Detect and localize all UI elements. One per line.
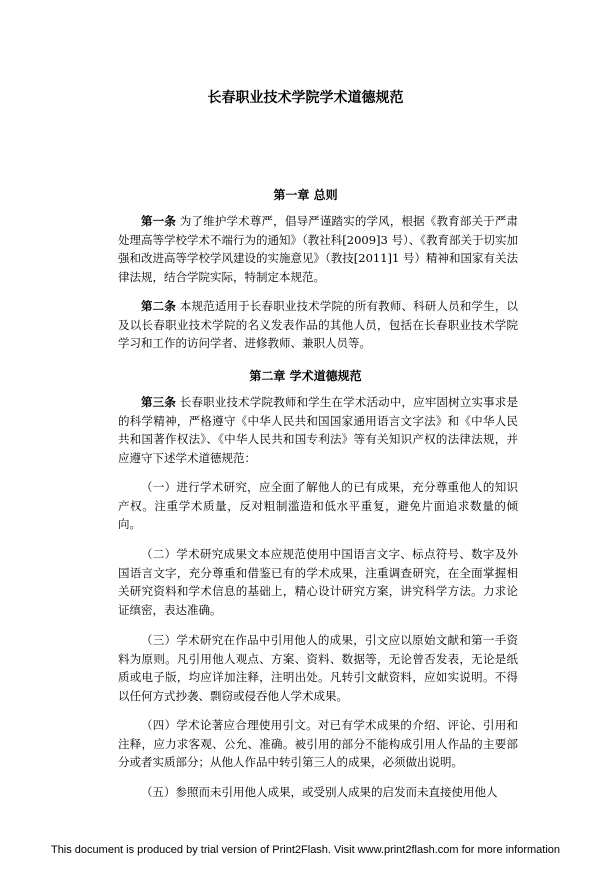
article-1 [118, 212, 518, 286]
chapter-heading-2: 第二章 学术道德规范 [249, 369, 362, 383]
article-1-text: 为了维护学术尊严，倡导严谨踏实的学风，根据《教育部关于严肃处理高等学校学术不端行为的通知》（教社科[2009]3 号）、《教育部关于切实加强和改进高等学校学风建设的实施意见》（教技[2011]1 号）精神和国家有关法律法规，结合学院实际，特制定本规范。 [118, 214, 519, 284]
clause-3: （三）学术研究在作品中引用他人的成果，引文应以原始文献和第一手资料为原则。凡引用他人观点、方案、资料、数据等，无论曾否发表，无论是纸质或电子版，均应详加注释，注明出处。凡转引文献资料，应如实说明。不得以任何方式抄袭、剽窃或侵吞他人学术成果。 [118, 633, 518, 703]
clause-5: （五）参照而未引用他人成果，或受别人成果的启发而未直接使用他人 [141, 785, 498, 799]
document-title: 长春职业技术学院学术道德规范 [207, 90, 404, 106]
article-3-label: 第三条 [141, 395, 177, 409]
article-3 [118, 393, 518, 467]
chapter-heading-1: 第一章 总则 [273, 188, 338, 202]
trial-version-notice: This document is produced by trial version of Print2Flash. Visit www.print2flash.com for more information [50, 844, 561, 856]
article-2-text: 本规范适用于长春职业技术学院的所有教师、科研人员和学生，以及以长春职业技术学院的名义发表作品的其他人员，包括在长春职业技术学院学习和工作的访问学者、进修教师、兼职人员等。 [118, 299, 519, 350]
clause-1: （一）进行学术研究，应全面了解他人的已有成果，充分尊重他人的知识产权。注重学术质量，反对粗制滥造和低水平重复，避免片面追求数量的倾向。 [118, 480, 518, 531]
article-2-label: 第二条 [141, 299, 177, 313]
article-1-label: 第一条 [141, 214, 177, 228]
clause-4: （四）学术论著应合理使用引文。对已有学术成果的介绍、评论、引用和注释，应力求客观、公允、准确。被引用的部分不能构成引用人作品的主要部分或者实质部分；从他人作品中转引第三人的成果，必须做出说明。 [118, 718, 518, 769]
article-2 [118, 297, 518, 353]
clause-2: （二）学术研究成果文本应规范使用中国语言文字、标点符号、数字及外国语言文字，充分尊重和借鉴已有的学术成果，注重调查研究，在全面掌握相关研究资料和学术信息的基础上，精心设计研究方案，讲究科学方法。力求论证缜密，表达准确。 [118, 547, 518, 617]
article-3-text: 长春职业技术学院教师和学生在学术活动中，应牢固树立实事求是的科学精神，严格遵守《中华人民共和国国家通用语言文字法》和《中华人民共和国著作权法》、《中华人民共和国专利法》等有关知识产权的法律法规，并应遵守下述学术道德规范： [118, 395, 519, 465]
